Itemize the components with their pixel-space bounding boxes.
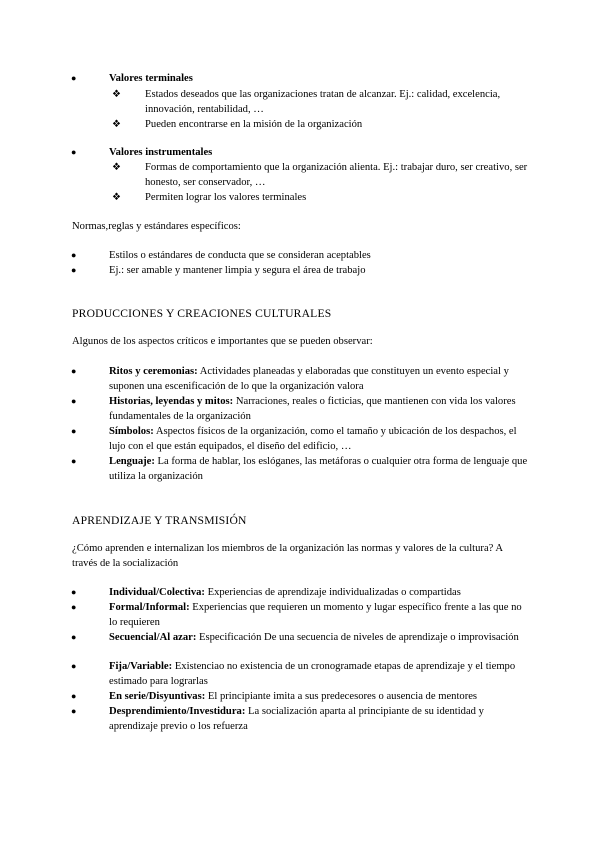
bullet-item — [71, 630, 530, 645]
bullet-item — [71, 454, 530, 484]
bullet-item — [71, 71, 530, 86]
item-term: Desprendimiento/Investidura: — [109, 706, 246, 717]
item-term: Lenguaje: — [109, 456, 155, 467]
bullet-icon: ● — [71, 587, 77, 597]
item-title: Valores instrumentales — [109, 147, 213, 158]
bullet-item — [71, 704, 530, 734]
item-text: Ej.: ser amable y mantener limpia y segura el área de trabajo — [109, 265, 366, 276]
bullet-item — [71, 585, 530, 600]
bullet-icon: ● — [71, 366, 77, 376]
diamond-bullet-icon: ❖ — [112, 89, 121, 100]
item-text: Existenciao no existencia de un cronogramade etapas de aprendizaje y el tiempo estimado para lograrlas — [109, 661, 516, 687]
sub-bullet-item — [112, 117, 530, 132]
diamond-bullet-icon: ❖ — [112, 119, 121, 130]
item-term: Formal/Informal: — [109, 602, 190, 613]
bullet-icon: ● — [71, 602, 77, 612]
item-text: Actividades planeadas y elaboradas que constituyen un evento especial y suponen una escenificación de lo que la organización valora — [109, 366, 509, 392]
item-term: Símbolos: — [109, 426, 154, 437]
sub-bullet-item — [112, 87, 530, 117]
bullet-icon: ● — [71, 147, 77, 157]
item-title: Valores terminales — [109, 73, 193, 84]
item-text: La forma de hablar, los eslóganes, las metáforas o cualquier otra forma de lenguaje que utiliza la organización — [109, 456, 528, 482]
sub-item-text: Pueden encontrarse en la misión de la organización — [145, 119, 363, 130]
sub-bullet-item — [112, 190, 530, 205]
item-text: Especificación De una secuencia de niveles de aprendizaje o improvisación — [196, 632, 519, 643]
item-text: Experiencias que requieren un momento y lugar específico frente a las que no lo requieren — [109, 602, 522, 628]
sub-item-text: Formas de comportamiento que la organización alienta. Ej.: trabajar duro, ser creativo, ser honesto, ser conservador, … — [145, 162, 528, 188]
section-intro: Algunos de los aspectos críticos e importantes que se pueden observar: — [72, 336, 373, 347]
bullet-icon: ● — [71, 426, 77, 436]
bullet-icon: ● — [71, 661, 77, 671]
section-intro: ¿Cómo aprenden e internalizan los miembros de la organización las normas y valores de la cultura? A través de la socialización — [72, 543, 503, 569]
item-text: Narraciones, reales o ficticias, que mantienen con vida los valores fundamentales de la organización — [109, 396, 516, 422]
bullet-item — [71, 600, 530, 630]
diamond-bullet-icon: ❖ — [112, 192, 121, 203]
bullet-item — [71, 364, 530, 394]
item-term: Secuencial/Al azar: — [109, 632, 197, 643]
bullet-icon: ● — [71, 250, 77, 260]
bullet-icon: ● — [71, 456, 77, 466]
sub-item-text: Permiten lograr los valores terminales — [145, 192, 307, 203]
item-text: Aspectos físicos de la organización, como el tamaño y ubicación de los despachos, el lujo con el que están equipados, el diseño del edificio, … — [109, 426, 517, 452]
bullet-icon: ● — [71, 706, 77, 716]
sub-bullet-item — [112, 160, 530, 190]
bullet-icon: ● — [71, 691, 77, 701]
bullet-item — [71, 263, 530, 278]
item-text: Experiencias de aprendizaje individualizadas o compartidas — [204, 587, 461, 598]
bullet-item — [71, 145, 530, 160]
diamond-bullet-icon: ❖ — [112, 162, 121, 173]
bullet-icon: ● — [71, 396, 77, 406]
bullet-icon: ● — [71, 73, 77, 83]
normas-intro: Normas,reglas y estándares específicos: — [72, 221, 241, 232]
bullet-item — [71, 424, 530, 454]
bullet-item — [71, 248, 530, 263]
bullet-icon: ● — [71, 265, 77, 275]
bullet-item — [71, 689, 530, 704]
item-text: El principiante imita a sus predecesores o ausencia de mentores — [205, 691, 478, 702]
bullet-icon: ● — [71, 632, 77, 642]
bullet-item — [71, 394, 530, 424]
sub-item-text: Estados deseados que las organizaciones tratan de alcanzar. Ej.: calidad, excelencia, innovación, rentabilidad, … — [145, 89, 501, 115]
bullet-item — [71, 659, 530, 689]
item-term: Ritos y ceremonias: — [109, 366, 198, 377]
item-term: Fija/Variable: — [109, 661, 173, 672]
item-text: La socialización aparta al principiante de su identidad y aprendizaje previo o los refuerza — [109, 706, 484, 732]
item-term: Individual/Colectiva: — [109, 587, 205, 598]
item-term: Historias, leyendas y mitos: — [109, 396, 234, 407]
section-heading: PRODUCCIONES Y CREACIONES CULTURALES — [72, 307, 332, 320]
item-text: Estilos o estándares de conducta que se consideran aceptables — [109, 250, 371, 261]
item-term: En serie/Disyuntivas: — [109, 691, 206, 702]
section-heading: APRENDIZAJE Y TRANSMISIÓN — [72, 514, 247, 527]
